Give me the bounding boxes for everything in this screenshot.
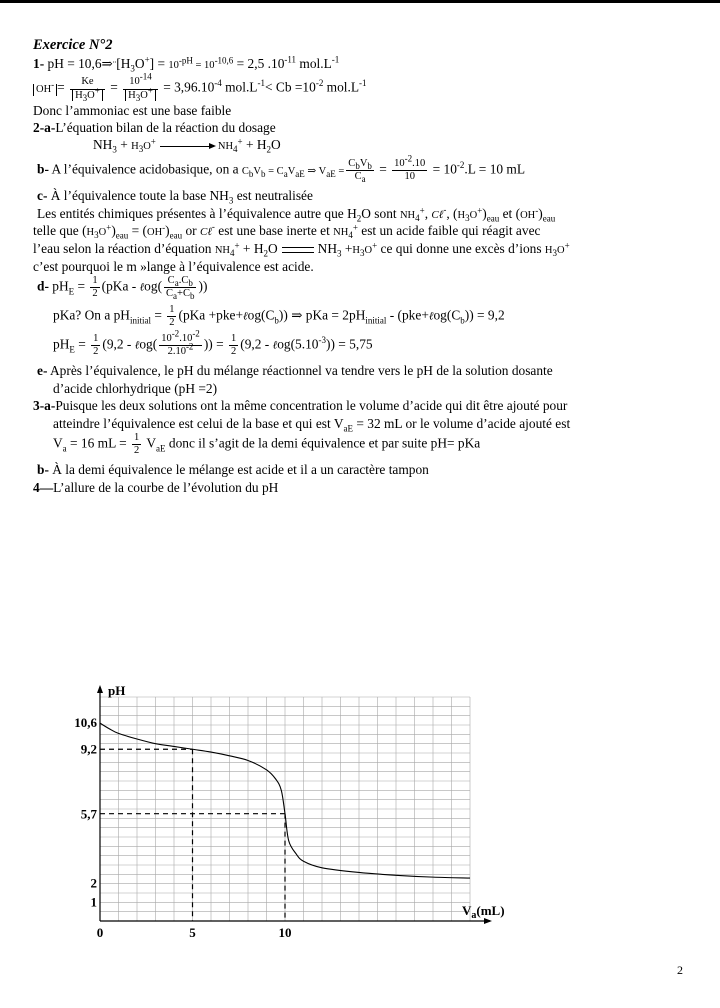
q2c-heading: c- À l’équivalence toute la base $NH_3$ est neutralisée — [37, 188, 313, 206]
y-axis-label: pH — [108, 683, 126, 698]
y-tick-label: 10,6 — [74, 715, 97, 731]
q2b-line: b- A l’équivalence acidobasique, on a $C_bV_b = C_aV_{aE}$ ⇒ $V_{aE}$ = $\frac{C_bV_b}{C_a}$ = $\frac{10^{-2}.10}{10}$ = $10^{-2}.L = 10$ mL — [37, 153, 526, 185]
y-tick-label: 2 — [90, 875, 97, 891]
document-body — [33, 36, 688, 496]
q1-oh-line: OH- = $\frac{Ke}{H_3O^+}$ = $\frac{10^{-14}}{H_3O^+}$ = $3,96.10^{-4}$ $mol.L^{-1}< Cb =10^{-2}$ $mol.L^{-1}$ — [33, 76, 688, 101]
x-tick-label: 0 — [96, 925, 104, 940]
q2c-line2: telle que $(H_3O^+)_{eau} = (OH^-)_{eau}$ or Cℓ- est une base inerte et $NH_4^+$ est un acide faible qui réagit avec — [33, 221, 541, 241]
q2d-phe-value: $pH_E$ = $\frac{1}{2}$ (9,2 - ℓog( $\frac{10^{-2}.10^{-2}}{2.10^{-2}}$ )) = $\frac{1}{2}$ $(9,2 - \ell og(5.10^{-3})) = 5,75$ — [53, 328, 373, 358]
x-axis-arrowhead — [484, 918, 492, 924]
exercise-title: Exercice N°2 — [33, 37, 113, 53]
q2c-line4: c’est pourquoi le m »lange à l’équivalence est acide. — [33, 258, 314, 274]
q3a-line3: $V_a = 16$ mL = $\frac{1}{2}$ $V_{aE}$ donc il s’agit de la demi équivalence et par suite pH= pKa — [53, 432, 481, 457]
q2e-line1: e- Après l’équivalence, le pH du mélange réactionnel va tendre vers le pH de la solution dosante — [37, 363, 553, 379]
q2d-phe: d- $pH_E$ = $\frac{1}{2}$ (pKa - ℓog( $\frac{C_a.C_b}{C_a+C_b}$ )) — [37, 274, 208, 302]
x-tick-label: 5 — [189, 925, 196, 940]
q4-heading: 4—L’allure de la courbe de l’évolution du pH — [33, 479, 279, 495]
q2a-reaction: $NH_3 + H_3O^+$ $NH_4^+ + H_2O$ — [93, 136, 281, 156]
y-tick-label: 5,7 — [80, 806, 97, 822]
page-top-rule — [0, 0, 720, 3]
q3a-line2: atteindre l’équivalence est celui de la base et qui est $V_{aE} = 32$ mL or le volume d’acide ajouté est — [53, 415, 571, 434]
q2c-line1: Les entités chimiques présentes à l’équivalence autre que $H_2O$ sont $NH_4^+$, Cℓ-, $(H_3O^+)_{eau}$ et $(OH^-)_{eau}$ — [37, 204, 556, 224]
y-tick-label: 1 — [90, 894, 97, 910]
page-number: 2 — [677, 963, 683, 977]
y-axis-arrowhead — [97, 685, 103, 693]
q2c-line3: l’eau selon la réaction d’équation $NH_4^+ + H_2O$ $NH_3 +H_3O^+$ ce qui donne une excès d’ions $H_3O^+$ — [33, 240, 570, 259]
x-tick-label: 10 — [278, 925, 292, 940]
x-axis-label: $V_a(mL)$ — [462, 903, 505, 921]
ph-titration-chart — [70, 675, 510, 945]
q2e-line2: d’acide chlorhydrique (pH =2) — [53, 380, 218, 396]
q1-ph-line: 1- pH = $10,6\Rightarrow¨[H_3O^+] = 10^{-pH} = 10^{-10,6} = 2,5$ $.10^{-11}$ $mol.L^{-1}$ — [33, 54, 340, 74]
q1-conclusion: Donc l’ammoniac est une base faible — [33, 102, 232, 118]
y-tick-label: 9,2 — [80, 741, 97, 757]
q3a-line1: 3-a-Puisque les deux solutions ont la même concentration le volume d’acide qui dit être ajouté pour — [33, 398, 568, 414]
q2d-pka: pKa? On a $pH_{initial}$ = $\frac{1}{2}$ $(pKa +pke+\ell og(C_b))$ ⇒ pKa = $2pH_{initial}$ - $(pke+\ell og(C_b)) = 9,2$ — [53, 304, 505, 329]
q2a-heading: 2-a-L’équation bilan de la réaction du dosage — [33, 120, 276, 136]
q3b-line: b- À la demi équivalence le mélange est acide et il a un caractère tampon — [37, 462, 429, 478]
